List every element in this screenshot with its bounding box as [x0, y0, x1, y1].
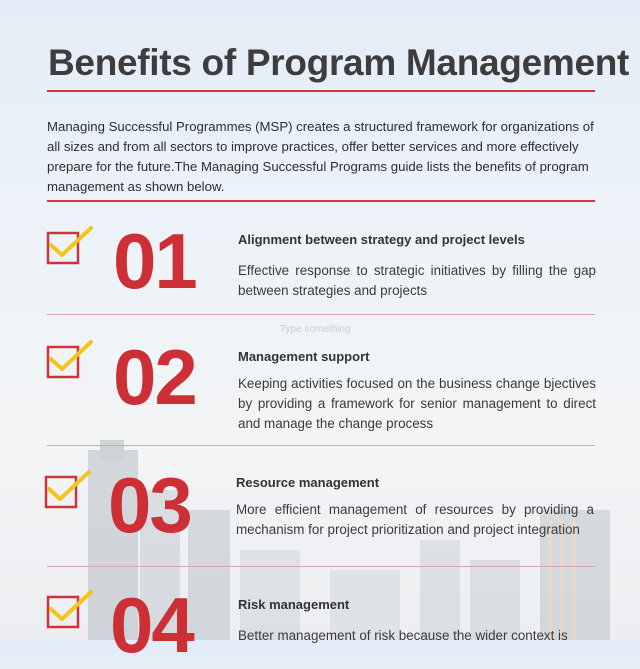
benefit-title: Resource management — [236, 475, 380, 490]
intro-underline — [47, 200, 595, 202]
intro-paragraph: Managing Successful Programmes (MSP) creates a structured framework for organizations of all sizes and from all sectors to improve practices, offer better services and more effectively prepare for the future.The Managing Successful Programs guide lists the benefits of program management as shown below. — [47, 119, 594, 194]
benefit-number: 03 — [108, 461, 191, 549]
checkbox-checked-icon — [45, 338, 95, 383]
placeholder-text: Type something — [280, 324, 351, 335]
benefit-number: 02 — [113, 333, 196, 421]
checkbox-checked-icon — [43, 468, 93, 513]
benefit-description: More efficient management of resources by providing a mechanism for project prioritization and project integration — [236, 502, 594, 537]
benefit-title: Risk management — [238, 597, 350, 612]
divider — [47, 566, 595, 567]
benefit-number: 01 — [113, 217, 196, 305]
benefit-description: Effective response to strategic initiatives by filling the gap between strategies and projects — [238, 263, 596, 298]
page-title: Benefits of Program Management — [48, 42, 630, 83]
benefit-number: 04 — [110, 581, 193, 669]
benefit-description: Keeping activities focused on the business change bjectives by providing a framework for senior management to direct and manage the change process — [238, 376, 596, 431]
checkbox-checked-icon — [45, 224, 95, 269]
divider — [47, 314, 595, 315]
benefit-description: Better management of risk because the wider context is — [238, 628, 568, 643]
benefit-title: Alignment between strategy and project levels — [238, 232, 525, 247]
divider — [47, 445, 595, 446]
checkbox-checked-icon — [45, 588, 95, 633]
title-underline — [47, 90, 595, 92]
benefit-title: Management support — [238, 349, 370, 364]
